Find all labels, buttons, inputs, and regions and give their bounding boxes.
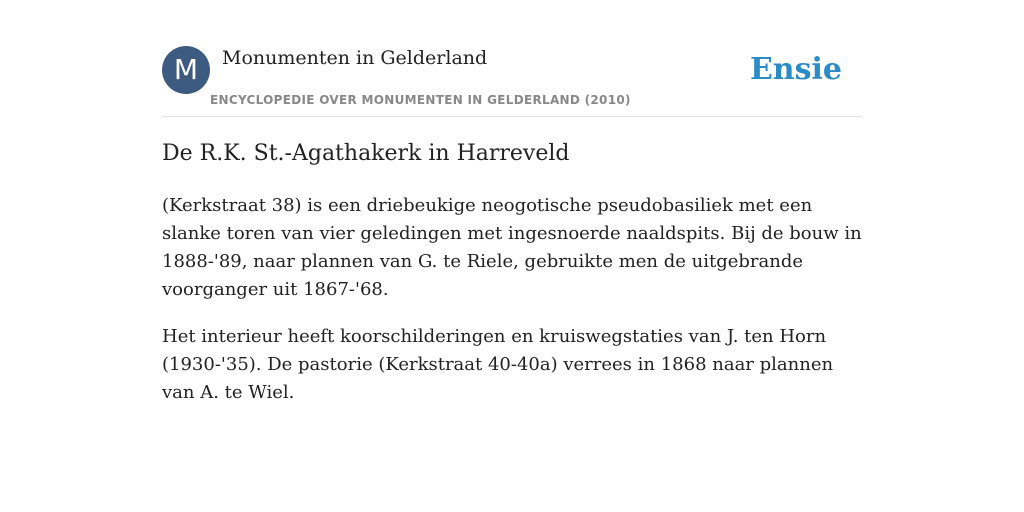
avatar[interactable]: M	[162, 46, 210, 94]
source-subtitle: ENCYCLOPEDIE OVER MONUMENTEN IN GELDERLAND (2010)	[210, 93, 631, 107]
article-paragraph: Het interieur heeft koorschilderingen en kruiswegstaties van J. ten Horn (1930-'35). De pastorie (Kerkstraat 40-40a) verrees in 1868 naar plannen van A. te Wiel.	[162, 326, 834, 403]
article	[162, 138, 862, 407]
article-paragraph: (Kerkstraat 38) is een driebeukige neogotische pseudobasiliek met een slanke toren van vier geledingen met ingesnoerde naaldspits. Bij de bouw in 1888-'89, naar plannen van G. te Riele, gebruikte men de uitgebrande voorganger uit 1867-'68.	[162, 195, 862, 300]
source-title-link[interactable]: Monumenten in Gelderland	[222, 47, 488, 69]
source-header	[162, 46, 862, 117]
ensie-logo[interactable]: Ensie	[749, 52, 842, 87]
article-title: De R.K. St.-Agathakerk in Harreveld	[162, 141, 570, 166]
